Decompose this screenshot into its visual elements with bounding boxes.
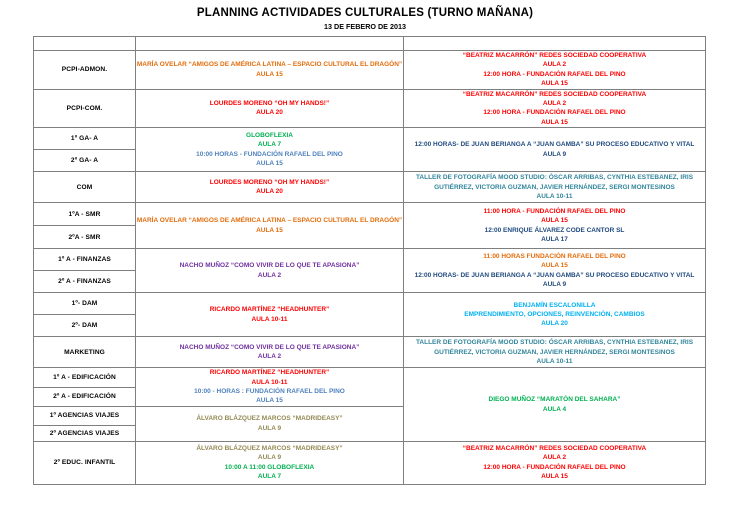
table-row — [34, 128, 706, 150]
session2-cell — [404, 51, 706, 90]
session-line: AULA 4 — [542, 405, 567, 413]
session-line: EMPRENDIMIENTO, OPCIONES, REINVENCIÓN, CAMBIOS — [464, 311, 645, 319]
course-cell: 2º A - EDIFICACIÓN — [34, 387, 136, 406]
session-line: MARÍA OVELAR “AMIGOS DE AMÉRICA LATINA – ESPACIO CULTURAL EL DRAGÓN” — [136, 217, 403, 225]
session-line: NACHO MUÑOZ “COMO VIVIR DE LO QUE TE APASIONA” — [179, 343, 360, 351]
session2-cell — [404, 293, 706, 337]
table-row — [34, 337, 706, 368]
session-line: MARÍA OVELAR “AMIGOS DE AMÉRICA LATINA – ESPACIO CULTURAL EL DRAGÓN” — [136, 61, 403, 69]
table-row — [34, 368, 706, 387]
session-line: ÁLVARO BLÁZQUEZ MARCOS “MADRIDEASY” — [196, 415, 343, 423]
session1-cell — [136, 368, 404, 407]
course-cell: 1º A - FINANZAS — [34, 249, 136, 271]
session-line: DIEGO MUÑOZ “MARATÓN DEL SAHARA” — [488, 396, 621, 404]
course-cell: 2º A - FINANZAS — [34, 271, 136, 293]
session2-cell — [404, 203, 706, 249]
session-line: 12:00 HORA - FUNDACIÓN RAFAEL DEL PINO — [483, 463, 626, 471]
course-cell: MARKETING — [34, 337, 136, 368]
table-row — [34, 441, 706, 484]
session-line: 11:00 HORAS FUNDACIÓN RAFAEL DEL PINO — [483, 252, 626, 260]
session-line: AULA 15 — [541, 473, 568, 481]
session1-cell — [136, 89, 404, 128]
session1-cell — [136, 172, 404, 203]
session-line: AULA 10-11 — [251, 378, 288, 386]
session-line: AULA 20 — [541, 320, 568, 328]
session-line: 12:00 HORAS- DE JUAN BERIANGA A “JUAN GAMBA” SU PROCESO EDUCATIVO Y VITAL — [414, 141, 695, 149]
table-body — [34, 51, 706, 485]
table-row — [34, 172, 706, 203]
session-line: 12:00 ENRIQUE ÁLVAREZ CODE CANTOR SL — [484, 226, 625, 234]
session-line: AULA 2 — [542, 61, 567, 69]
course-cell: 2º AGENCIAS VIAJES — [34, 425, 136, 441]
session-line: LOURDES MORENO “OH MY HANDS!” — [209, 178, 330, 186]
session-line: AULA 15 — [541, 217, 568, 225]
session-line: NACHO MUÑOZ “COMO VIVIR DE LO QUE TE APASIONA” — [179, 262, 360, 270]
session-line: AULA 15 — [541, 80, 568, 88]
session-line: 12:00 HORA - FUNDACIÓN RAFAEL DEL PINO — [483, 70, 626, 78]
session1-cell — [136, 51, 404, 90]
header-cell-session1: 1ª SESIÓN 9:00 — [136, 37, 404, 51]
session-line: AULA 9 — [542, 281, 567, 289]
session-line: TALLER DE FOTOGRAFÍA MOOD STUDIO: ÓSCAR ARRIBAS, CYNTHIA ESTEBANEZ, IRIS GUTIÉRREZ, VICTORIA GUZMAN, JAVIER HERNÁNDEZ, SERGI MONTESINOS — [415, 339, 694, 356]
session-line: AULA 10-11 — [536, 357, 573, 365]
session-line: AULA 9 — [257, 424, 282, 432]
header-cell-course — [34, 37, 136, 51]
session-line: “BEATRIZ MACARRÓN” REDES SOCIEDAD COOPERATIVA — [462, 445, 647, 453]
session-line: RICARDO MARTÍNEZ “HEADHUNTER” — [209, 306, 330, 314]
course-cell: PCPI-COM. — [34, 89, 136, 128]
session-line: AULA 9 — [257, 454, 282, 462]
table-head — [34, 37, 706, 51]
table-row — [34, 89, 706, 128]
document-page — [0, 7, 730, 515]
session-line: GLOBOFLEXIA — [246, 131, 293, 139]
session1-cell — [136, 293, 404, 337]
session-line: 11:00 HORA - FUNDACIÓN RAFAEL DEL PINO — [483, 207, 626, 215]
session-line: LOURDES MORENO “OH MY HANDS!” — [209, 100, 330, 108]
session-line: AULA 20 — [256, 109, 283, 117]
session-line: AULA 15 — [256, 160, 283, 168]
session-line: AULA 2 — [257, 353, 282, 361]
table-row — [34, 249, 706, 271]
page-subtitle: 13 DE FEBERO DE 2013 — [324, 22, 406, 31]
session2-cell — [404, 128, 706, 172]
course-cell: 1º GA- A — [34, 128, 136, 150]
session-line: AULA 15 — [541, 262, 568, 270]
session-line: TALLER DE FOTOGRAFÍA MOOD STUDIO: ÓSCAR ARRIBAS, CYNTHIA ESTEBANEZ, IRIS GUTIÉRREZ, VICTORIA GUZMAN, JAVIER HERNÁNDEZ, SERGI MONTESINOS — [415, 174, 694, 191]
session-line: “BEATRIZ MACARRÓN” REDES SOCIEDAD COOPERATIVA — [462, 52, 647, 59]
session-line: AULA 10-11 — [251, 315, 288, 323]
page-title: PLANNING ACTIVIDADES CULTURALES (TURNO MAÑANA) — [196, 7, 534, 19]
session-line: AULA 2 — [542, 454, 567, 462]
session-line: 12:00 HORA - FUNDACIÓN RAFAEL DEL PINO — [483, 109, 626, 117]
course-cell: 1º A - EDIFICACIÓN — [34, 368, 136, 387]
session2-cell — [404, 368, 706, 442]
course-cell: 2º EDUC. INFANTIL — [34, 441, 136, 484]
session1-cell — [136, 203, 404, 249]
course-cell: 2ºA - SMR — [34, 226, 136, 249]
course-cell: 1º- DAM — [34, 293, 136, 315]
session1-cell — [136, 128, 404, 172]
session1-cell — [136, 441, 404, 484]
course-cell: 1º AGENCIAS VIAJES — [34, 406, 136, 425]
table-header-row — [34, 37, 706, 51]
table-row — [34, 51, 706, 90]
session2-cell — [404, 249, 706, 293]
course-cell: COM — [34, 172, 136, 203]
session-line: AULA 9 — [542, 150, 567, 158]
session2-cell — [404, 441, 706, 484]
session-line: AULA 7 — [257, 473, 282, 481]
session1-cell — [136, 337, 404, 368]
course-cell: 2º- DAM — [34, 315, 136, 337]
header-cell-session2: 2ª SESIÓN 11:00 — [404, 37, 706, 51]
session-line: 12:00 HORAS- DE JUAN BERIANGA A “JUAN GAMBA” SU PROCESO EDUCATIVO Y VITAL — [414, 271, 695, 279]
course-cell: 1ºA - SMR — [34, 203, 136, 226]
session-line: “BEATRIZ MACARRÓN” REDES SOCIEDAD COOPERATIVA — [462, 90, 647, 98]
session-line: ÁLVARO BLÁZQUEZ MARCOS “MADRIDEASY” — [196, 445, 343, 453]
session-line: AULA 10-11 — [536, 192, 573, 200]
session-line: 10:00 A 11:00 GLOBOFLEXIA — [224, 463, 315, 471]
session-line: AULA 17 — [541, 236, 568, 244]
course-cell: PCPI-ADMON. — [34, 51, 136, 90]
session-line: AULA 15 — [541, 118, 568, 126]
planning-table — [33, 36, 706, 485]
session-line: AULA 7 — [257, 141, 282, 149]
session2-cell — [404, 172, 706, 203]
session-line: AULA 15 — [256, 226, 283, 234]
session2-cell — [404, 89, 706, 128]
table-row — [34, 203, 706, 226]
session-line: AULA 15 — [256, 397, 283, 405]
session-line: AULA 2 — [257, 271, 282, 279]
session1-cell — [136, 406, 404, 441]
session-line: AULA 20 — [256, 188, 283, 196]
session-line: 10:00 - HORAS : FUNDACIÓN RAFAEL DEL PINO — [194, 388, 345, 396]
course-cell: 2º GA- A — [34, 150, 136, 172]
session-line: 10:00 HORAS - FUNDACIÓN RAFAEL DEL PINO — [196, 150, 343, 158]
session-line: RICARDO MARTÍNEZ “HEADHUNTER” — [209, 369, 330, 377]
session-line: AULA 2 — [542, 100, 567, 108]
session2-cell — [404, 337, 706, 368]
table-row — [34, 293, 706, 315]
session-line: BENJAMÍN ESCALONILLA — [513, 301, 596, 309]
session-line: AULA 15 — [256, 70, 283, 78]
session1-cell — [136, 249, 404, 293]
